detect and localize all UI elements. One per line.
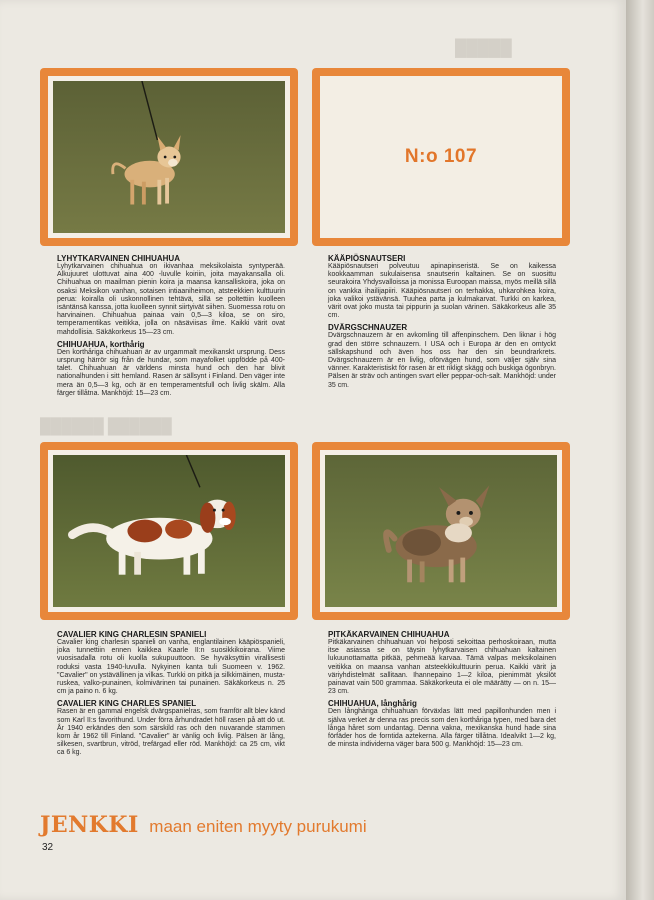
heading-short-chihuahua-sv: CHIHUAHUA, korthårig [57,339,145,349]
brand-name: JENKKI [40,812,139,838]
binding-gutter [626,0,654,900]
body-schnauzer-fi: Kääpiösnautseri polveutuu apinapinseristä. Se on kaikessa kookkaamman sukulaisensa snautserin kaltainen. Se on suosittu seurakoira Yhdysvalloissa ja monissa Euroopan maissa, myös meillä sillä on vankka ihailijapiiri. Kääpiösnautseri on terhakka, uhkarohkea koira, joka valikoi ystävänsä. Tuuhea parta ja kulmakarvat. Turkki on karkea, värit ovat joko musta tai pippurin ja suolan värinen. Säkäkorkeus alle 35 cm. [328,263,556,320]
body-schnauzer-sv: Dvärgschnauzern är en avkomling till affenpinschern. Den liknar i hög grad den större schnauzern. I USA och i Europa är den en omtyckt sällskapshund och även hos oss har den sin beundrarkrets. Dvärgschnauzern är en livlig, oförvägen hund, som väljer själv sina vänner. Karakteristiskt för rasen är ett rikligt skägg och buskiga ögonbryn. Pälsen är sträv och antingen svart eller peppar-och-salt. Mankhöjd: under 35 cm. [328,332,556,389]
photo-card-long-chihuahua [312,442,570,620]
heading-cavalier-fi: CAVALIER KING CHARLESIN SPANIELI [57,630,207,639]
text-short-chihuahua [57,254,285,401]
issue-number-card [312,68,570,246]
body-cavalier-fi: Cavalier king charlesin spanieli on vanha, englantilainen kääpiöspanieli, joka tunnettiin ennen kaikkea Kaarle II:n suosikkikoirana. Viime vuosisadalla rotu oli kuolla sukupuuttoon. Se hyväksyttiin virallisesti roduksi vasta 1940-luvulla. Nykyinen kanta tuli Suomeen v. 1962. "Cavalier" on ystävällinen ja vilkas. Turkki on pitkä ja silkkimäinen, musta-ruskea, valko-punainen, kolmivärinen tai punainen. Säkäkorkeus n. 25 cm ja paino n. 6 kg. [57,639,285,696]
heading-schnauzer-sv: DVÄRGSCHNAUZER [328,323,408,333]
heading-long-chihuahua-sv: CHIHUAHUA, långhårig [328,699,417,709]
heading-long-chihuahua-fi: PITKÄKARVAINEN CHIHUAHUA [328,630,450,639]
heading-schnauzer-fi: KÄÄPIÖSNAUTSERI [328,254,406,263]
text-long-chihuahua [328,630,556,752]
body-long-chihuahua-fi: Pitkäkarvainen chihuahuan voi helposti sekoittaa perhoskoiraan, mutta itse asiassa se on täysin lyhytkarvaisen chihuahuan kaltainen lukuunottamatta pitkää, pehmeää karvaa. Tämä valpas meksikolainen veitikka on maansa vanhan atsteekkikulttuurin perua. Kaikki värit ja väriyhdistelmät sallitaan. Ihannepaino 1—2 kiloa, pienimmät yksilöt painavat vain 500 grammaa. Säkäkorkeuta ei ole määrätty — on n. 15—23 cm. [328,639,556,696]
show-through-text: █████ [455,40,512,57]
heading-short-chihuahua-fi: LYHYTKARVAINEN CHIHUAHUA [57,254,180,263]
body-short-chihuahua-fi: Lyhytkarvainen chihuahua on ikivanhaa meksikolaista syntyperää. Alkujuuret ulottuvat aina 400 -luvulle koiriin, joita mayakansalla oli. Chihuahua on maailman pienin koira ja maansa kansalliskoira, joka on osaksi Meksikon vanhan, sotaisen intiaaniheimon, atsteekkien kulttuurin perua: koiralla oli uskonnollinen tehtävä, sillä se poltettiin kuolleen isäntänsä kanssa, jotta kuolleen synnit siirtyivät siihen. Suomessa rotu on harvinainen. Chihuahua painaa vain 0,5—3 kiloa, se on siro, temperamentikas veitikka, jolla on näsäviisas ilme. Kaikki värit ovat mahdollisia. Säkäkorkeus 15—23 cm. [57,263,285,336]
text-cavalier [57,630,285,761]
footer-advert [40,812,367,838]
brand-slogan: maan eniten myyty purukumi [149,817,367,836]
page-number: 32 [42,842,54,853]
body-long-chihuahua-sv: Den långhåriga chihuahuan förväxlas lätt med papillonhunden men i själva verket är denna ras precis som den korthåriga typen, med bara det långa håret som undantag. Denna vakna, mexikanska hund hade sina förfäder hos de forntida aztekerna. Alla färger tillåtna. Idealvikt 1—2 kg, de minsta individerna väger bara 500 g. Mankhöjd: 15—23 cm. [328,708,556,749]
issue-number: N:o 107 [404,146,478,167]
heading-cavalier-sv: CAVALIER KING CHARLES SPANIEL [57,699,197,709]
body-short-chihuahua-sv: Den korthåriga chihuahuan är av urgammalt mexikanskt ursprung. Dess ursprung härrör sig från de hundar, som mayafolket uppfödde på 400-talet. Chihuahuan är världens minsta hund och den har blivit nationalhunden i sitt hemland. Rasen är sällsynt i Finland. Den väger inte mera än 0,5—3 kg, och är en temperamentsfull och livlig skälm. Alla färger tillåtna. Mankhöjd: 15—23 cm. [57,348,285,397]
cavalier-photo [53,455,285,607]
short-chihuahua-photo [53,81,285,233]
photo-card-short-chihuahua [40,68,298,246]
body-cavalier-sv: Rasen är en gammal engelsk dvärgspanielras, som framför allt blev känd som Karl II:s favorithund. Under förra århundradet höll rasen på att dö ut. År 1940 erkändes den som särskild ras och den nuvarande stammen kom år 1962 till Finland. "Cavalier" är vänlig och livlig. Pälsen är lång, silkesen, svartbrun, vitröd, trefärgad eller röd. Mankhöjd: ca 25 cm, vikt ca 6 kg. [57,708,285,757]
long-chihuahua-photo [325,455,557,607]
show-through-text: ██████ ██████ [40,418,172,435]
text-schnauzer [328,254,556,393]
photo-card-cavalier [40,442,298,620]
